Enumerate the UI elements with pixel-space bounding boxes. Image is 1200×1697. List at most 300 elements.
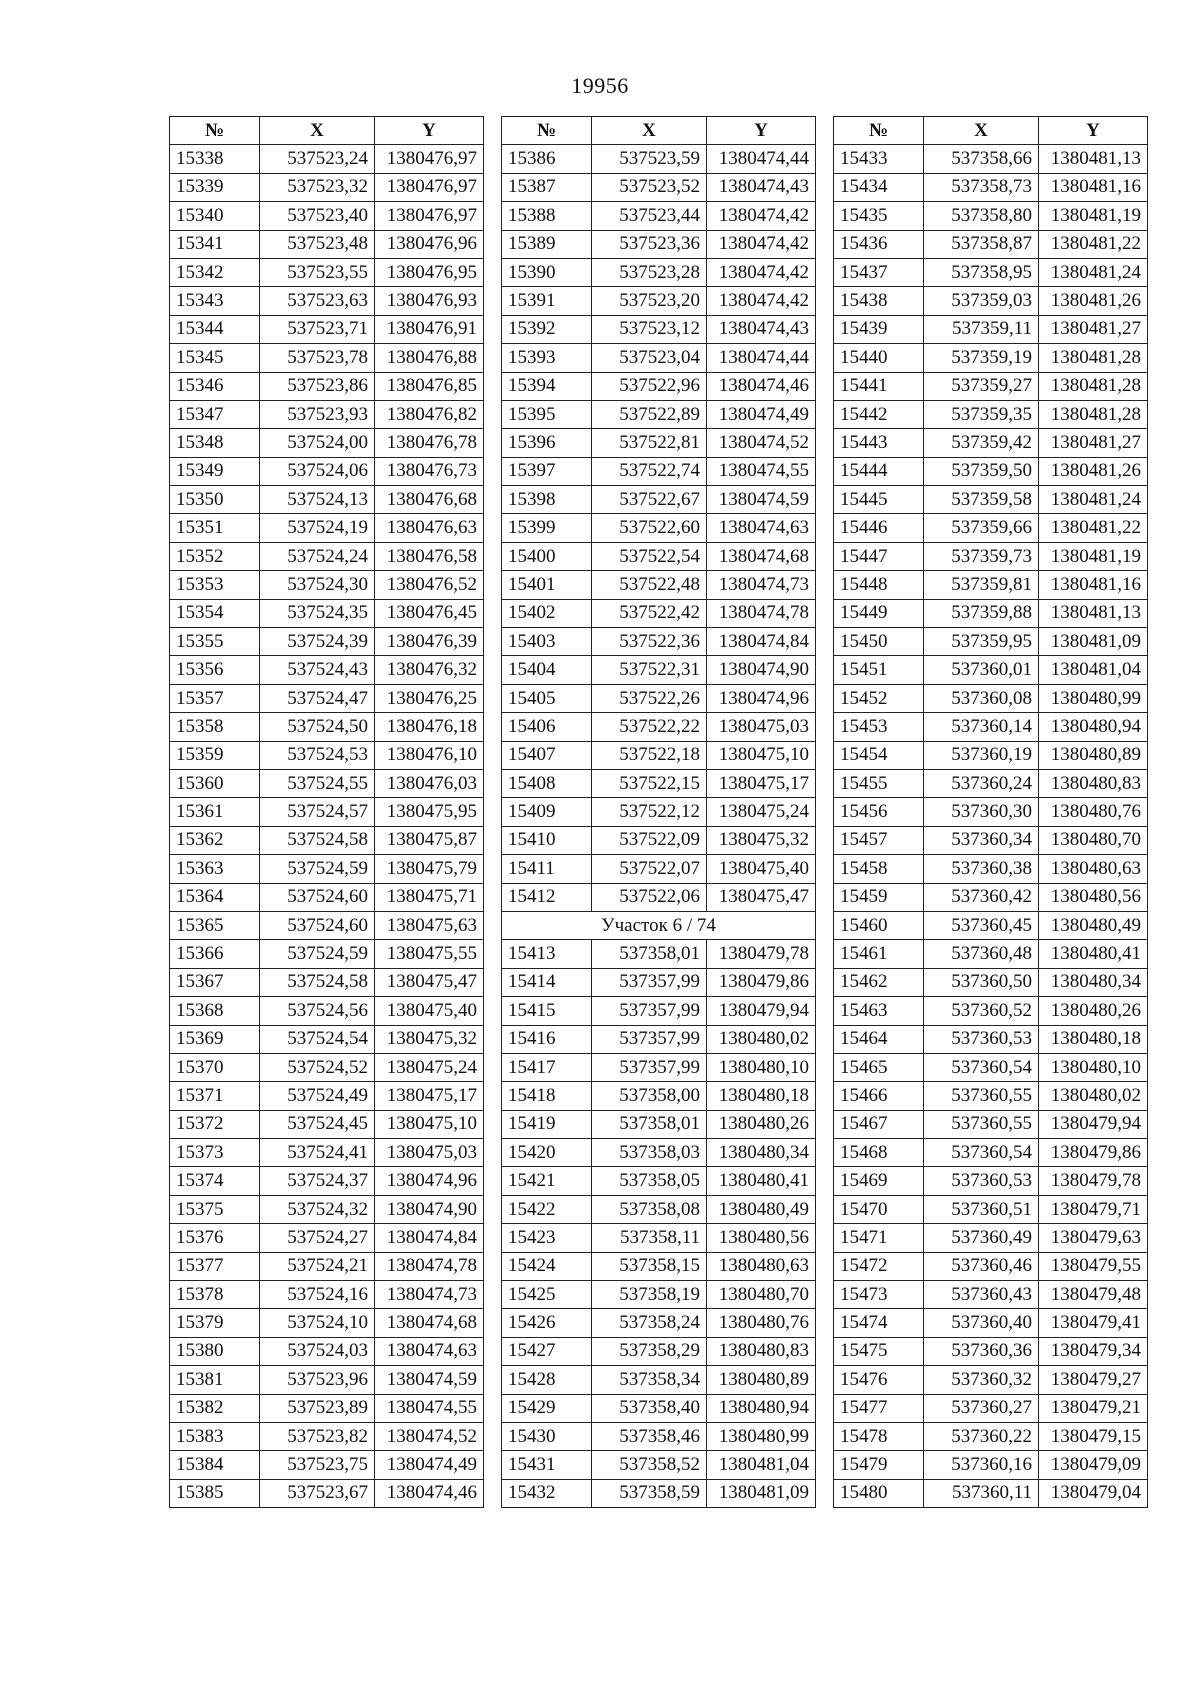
- coordinate-table: [169, 116, 484, 1508]
- coordinate-y: 1380476,10: [375, 741, 484, 769]
- point-number: 15408: [502, 769, 592, 797]
- table-row: [170, 486, 484, 514]
- coordinate-y: 1380476,85: [375, 372, 484, 400]
- table-row: [834, 628, 1148, 656]
- table-row: [834, 911, 1148, 939]
- point-number: 15371: [170, 1082, 260, 1110]
- coordinate-y: 1380475,32: [707, 826, 816, 854]
- coordinate-x: 537358,52: [592, 1451, 707, 1479]
- coordinate-y: 1380474,90: [375, 1195, 484, 1223]
- coordinate-y: 1380475,03: [375, 1139, 484, 1167]
- point-number: 15375: [170, 1195, 260, 1223]
- coordinate-x: 537523,75: [260, 1451, 375, 1479]
- table-row: [834, 457, 1148, 485]
- coordinate-y: 1380480,94: [1039, 713, 1148, 741]
- coordinate-y: 1380481,19: [1039, 202, 1148, 230]
- coordinate-x: 537357,99: [592, 1053, 707, 1081]
- point-number: 15466: [834, 1082, 924, 1110]
- point-number: 15398: [502, 486, 592, 514]
- point-number: 15418: [502, 1082, 592, 1110]
- point-number: 15475: [834, 1337, 924, 1365]
- coordinate-y: 1380475,10: [707, 741, 816, 769]
- coordinate-x: 537359,11: [924, 315, 1039, 343]
- coordinate-x: 537358,66: [924, 145, 1039, 173]
- coordinate-x: 537524,54: [260, 1025, 375, 1053]
- point-number: 15392: [502, 315, 592, 343]
- coordinate-y: 1380479,63: [1039, 1224, 1148, 1252]
- coordinate-y: 1380474,78: [707, 599, 816, 627]
- coordinate-y: 1380476,73: [375, 457, 484, 485]
- table-row: [170, 798, 484, 826]
- coordinate-y: 1380479,48: [1039, 1281, 1148, 1309]
- point-number: 15399: [502, 514, 592, 542]
- point-number: 15416: [502, 1025, 592, 1053]
- point-number: 15340: [170, 202, 260, 230]
- coordinate-y: 1380480,10: [1039, 1053, 1148, 1081]
- coordinate-y: 1380480,34: [707, 1139, 816, 1167]
- table-row: [170, 826, 484, 854]
- coordinate-x: 537524,03: [260, 1337, 375, 1365]
- coordinate-y: 1380474,46: [375, 1479, 484, 1507]
- table-row: [502, 145, 816, 173]
- coordinate-x: 537360,48: [924, 940, 1039, 968]
- header-y: Y: [1039, 117, 1148, 145]
- coordinate-y: 1380475,71: [375, 883, 484, 911]
- table-row: [834, 1309, 1148, 1337]
- coordinate-x: 537522,54: [592, 542, 707, 570]
- coordinate-x: 537358,87: [924, 230, 1039, 258]
- coordinate-x: 537524,52: [260, 1053, 375, 1081]
- table-row: [834, 287, 1148, 315]
- point-number: 15407: [502, 741, 592, 769]
- coordinate-x: 537358,95: [924, 258, 1039, 286]
- coordinate-y: 1380475,17: [375, 1082, 484, 1110]
- table-row: [834, 372, 1148, 400]
- table-row: [834, 997, 1148, 1025]
- table-row: [170, 145, 484, 173]
- coordinate-y: 1380481,28: [1039, 344, 1148, 372]
- coordinate-y: 1380480,63: [1039, 855, 1148, 883]
- point-number: 15342: [170, 258, 260, 286]
- section-row: [502, 911, 816, 939]
- table-row: [170, 1479, 484, 1507]
- coordinate-y: 1380474,84: [707, 628, 816, 656]
- coordinate-x: 537360,19: [924, 741, 1039, 769]
- coordinate-y: 1380476,91: [375, 315, 484, 343]
- point-number: 15380: [170, 1337, 260, 1365]
- table-row: [170, 571, 484, 599]
- point-number: 15452: [834, 684, 924, 712]
- coordinate-x: 537522,31: [592, 656, 707, 684]
- point-number: 15390: [502, 258, 592, 286]
- coordinate-x: 537523,28: [592, 258, 707, 286]
- table-row: [502, 1309, 816, 1337]
- point-number: 15404: [502, 656, 592, 684]
- point-number: 15411: [502, 855, 592, 883]
- coordinate-x: 537358,29: [592, 1337, 707, 1365]
- table-row: [170, 628, 484, 656]
- table-row: [834, 1366, 1148, 1394]
- point-number: 15376: [170, 1224, 260, 1252]
- coordinate-x: 537360,43: [924, 1281, 1039, 1309]
- point-number: 15384: [170, 1451, 260, 1479]
- coordinate-y: 1380480,26: [707, 1110, 816, 1138]
- point-number: 15378: [170, 1281, 260, 1309]
- point-number: 15382: [170, 1394, 260, 1422]
- coordinate-x: 537524,49: [260, 1082, 375, 1110]
- point-number: 15352: [170, 542, 260, 570]
- point-number: 15381: [170, 1366, 260, 1394]
- coordinate-y: 1380475,95: [375, 798, 484, 826]
- coordinate-x: 537359,03: [924, 287, 1039, 315]
- point-number: 15405: [502, 684, 592, 712]
- coordinate-y: 1380481,24: [1039, 486, 1148, 514]
- coordinate-x: 537522,60: [592, 514, 707, 542]
- coordinate-x: 537360,27: [924, 1394, 1039, 1422]
- table-row: [170, 855, 484, 883]
- coordinate-y: 1380476,18: [375, 713, 484, 741]
- coordinate-x: 537522,48: [592, 571, 707, 599]
- coordinate-x: 537524,47: [260, 684, 375, 712]
- point-number: 15366: [170, 940, 260, 968]
- table-row: [502, 173, 816, 201]
- table-row: [502, 713, 816, 741]
- point-number: 15479: [834, 1451, 924, 1479]
- point-number: 15364: [170, 883, 260, 911]
- coordinate-x: 537360,34: [924, 826, 1039, 854]
- coordinate-y: 1380480,41: [707, 1167, 816, 1195]
- coordinate-y: 1380479,04: [1039, 1479, 1148, 1507]
- coordinate-x: 537524,59: [260, 940, 375, 968]
- coordinate-y: 1380479,94: [707, 997, 816, 1025]
- coordinate-y: 1380480,49: [1039, 911, 1148, 939]
- table-row: [502, 628, 816, 656]
- point-number: 15426: [502, 1309, 592, 1337]
- point-number: 15417: [502, 1053, 592, 1081]
- point-number: 15467: [834, 1110, 924, 1138]
- coordinate-x: 537358,03: [592, 1139, 707, 1167]
- table-row: [170, 1337, 484, 1365]
- point-number: 15454: [834, 741, 924, 769]
- point-number: 15344: [170, 315, 260, 343]
- table-row: [834, 1422, 1148, 1450]
- point-number: 15403: [502, 628, 592, 656]
- point-number: 15439: [834, 315, 924, 343]
- table-row: [502, 315, 816, 343]
- header-number: №: [502, 117, 592, 145]
- coordinate-y: 1380479,86: [1039, 1139, 1148, 1167]
- table-row: [502, 1224, 816, 1252]
- table-row: [502, 258, 816, 286]
- coordinate-x: 537522,06: [592, 883, 707, 911]
- coordinate-x: 537359,35: [924, 400, 1039, 428]
- coordinate-x: 537522,89: [592, 400, 707, 428]
- coordinate-y: 1380480,02: [707, 1025, 816, 1053]
- point-number: 15420: [502, 1139, 592, 1167]
- point-number: 15369: [170, 1025, 260, 1053]
- coordinate-x: 537524,39: [260, 628, 375, 656]
- table-row: [170, 514, 484, 542]
- table-row: [834, 940, 1148, 968]
- coordinate-y: 1380480,89: [1039, 741, 1148, 769]
- coordinate-x: 537360,14: [924, 713, 1039, 741]
- coordinate-x: 537524,55: [260, 769, 375, 797]
- point-number: 15402: [502, 599, 592, 627]
- table-row: [834, 1281, 1148, 1309]
- point-number: 15391: [502, 287, 592, 315]
- point-number: 15386: [502, 145, 592, 173]
- point-number: 15397: [502, 457, 592, 485]
- coordinate-y: 1380481,27: [1039, 315, 1148, 343]
- table-row: [170, 457, 484, 485]
- table-row: [834, 202, 1148, 230]
- coordinate-x: 537360,36: [924, 1337, 1039, 1365]
- table-row: [502, 826, 816, 854]
- header-row: [502, 117, 816, 145]
- coordinate-x: 537524,59: [260, 855, 375, 883]
- coordinate-x: 537522,36: [592, 628, 707, 656]
- table-row: [502, 656, 816, 684]
- point-number: 15393: [502, 344, 592, 372]
- header-number: №: [834, 117, 924, 145]
- coordinate-x: 537357,99: [592, 1025, 707, 1053]
- table-row: [502, 400, 816, 428]
- point-number: 15477: [834, 1394, 924, 1422]
- coordinate-y: 1380475,17: [707, 769, 816, 797]
- point-number: 15476: [834, 1366, 924, 1394]
- table-row: [502, 1422, 816, 1450]
- coordinate-x: 537358,40: [592, 1394, 707, 1422]
- coordinate-x: 537522,81: [592, 429, 707, 457]
- point-number: 15459: [834, 883, 924, 911]
- table-row: [834, 1025, 1148, 1053]
- table-row: [502, 287, 816, 315]
- coordinate-y: 1380474,42: [707, 287, 816, 315]
- coordinate-y: 1380480,18: [707, 1082, 816, 1110]
- table-row: [502, 429, 816, 457]
- coordinate-y: 1380474,42: [707, 230, 816, 258]
- table-row: [834, 1224, 1148, 1252]
- coordinate-y: 1380480,83: [1039, 769, 1148, 797]
- table-row: [834, 1394, 1148, 1422]
- point-number: 15422: [502, 1195, 592, 1223]
- point-number: 15359: [170, 741, 260, 769]
- header-x: X: [924, 117, 1039, 145]
- point-number: 15455: [834, 769, 924, 797]
- point-number: 15346: [170, 372, 260, 400]
- coordinate-y: 1380480,70: [1039, 826, 1148, 854]
- point-number: 15432: [502, 1479, 592, 1507]
- table-row: [502, 1252, 816, 1280]
- table-row: [834, 769, 1148, 797]
- table-row: [834, 429, 1148, 457]
- coordinate-y: 1380474,49: [707, 400, 816, 428]
- table-row: [834, 1053, 1148, 1081]
- coordinate-x: 537360,50: [924, 968, 1039, 996]
- table-row: [834, 258, 1148, 286]
- table-row: [170, 1252, 484, 1280]
- table-row: [834, 968, 1148, 996]
- table-row: [170, 769, 484, 797]
- coordinate-y: 1380475,03: [707, 713, 816, 741]
- point-number: 15446: [834, 514, 924, 542]
- coordinate-x: 537523,44: [592, 202, 707, 230]
- coordinate-x: 537358,80: [924, 202, 1039, 230]
- coordinate-y: 1380481,22: [1039, 514, 1148, 542]
- point-number: 15365: [170, 911, 260, 939]
- coordinate-y: 1380481,24: [1039, 258, 1148, 286]
- coordinate-y: 1380481,26: [1039, 457, 1148, 485]
- table-row: [502, 230, 816, 258]
- point-number: 15456: [834, 798, 924, 826]
- table-row: [834, 400, 1148, 428]
- point-number: 15474: [834, 1309, 924, 1337]
- coordinate-x: 537358,00: [592, 1082, 707, 1110]
- coordinate-y: 1380479,55: [1039, 1252, 1148, 1280]
- table-row: [170, 1394, 484, 1422]
- coordinate-x: 537522,26: [592, 684, 707, 712]
- coordinate-x: 537524,58: [260, 968, 375, 996]
- point-number: 15345: [170, 344, 260, 372]
- point-number: 15444: [834, 457, 924, 485]
- coordinate-y: 1380480,99: [707, 1422, 816, 1450]
- point-number: 15438: [834, 287, 924, 315]
- coordinate-y: 1380481,28: [1039, 400, 1148, 428]
- point-number: 15435: [834, 202, 924, 230]
- table-row: [170, 173, 484, 201]
- table-row: [834, 855, 1148, 883]
- point-number: 15473: [834, 1281, 924, 1309]
- coordinate-x: 537524,60: [260, 883, 375, 911]
- coordinate-x: 537523,12: [592, 315, 707, 343]
- coordinate-y: 1380479,15: [1039, 1422, 1148, 1450]
- table-row: [502, 1337, 816, 1365]
- table-row: [502, 883, 816, 911]
- coordinate-y: 1380481,09: [707, 1479, 816, 1507]
- table-row: [502, 542, 816, 570]
- table-row: [502, 741, 816, 769]
- coordinate-y: 1380481,19: [1039, 542, 1148, 570]
- point-number: 15343: [170, 287, 260, 315]
- point-number: 15453: [834, 713, 924, 741]
- point-number: 15449: [834, 599, 924, 627]
- point-number: 15414: [502, 968, 592, 996]
- point-number: 15458: [834, 855, 924, 883]
- coordinate-x: 537523,32: [260, 173, 375, 201]
- coordinate-y: 1380474,90: [707, 656, 816, 684]
- coordinate-y: 1380476,63: [375, 514, 484, 542]
- coordinate-y: 1380475,32: [375, 1025, 484, 1053]
- table-row: [170, 1224, 484, 1252]
- coordinate-x: 537524,21: [260, 1252, 375, 1280]
- table-row: [170, 1366, 484, 1394]
- coordinate-x: 537524,10: [260, 1309, 375, 1337]
- table-row: [170, 1025, 484, 1053]
- coordinate-x: 537358,59: [592, 1479, 707, 1507]
- coordinate-x: 537524,57: [260, 798, 375, 826]
- table-row: [170, 997, 484, 1025]
- point-number: 15468: [834, 1139, 924, 1167]
- coordinate-y: 1380474,59: [375, 1366, 484, 1394]
- point-number: 15361: [170, 798, 260, 826]
- table-row: [834, 1082, 1148, 1110]
- coordinate-x: 537358,11: [592, 1224, 707, 1252]
- table-row: [502, 855, 816, 883]
- point-number: 15421: [502, 1167, 592, 1195]
- coordinate-y: 1380474,63: [375, 1337, 484, 1365]
- table-row: [502, 1053, 816, 1081]
- table-row: [170, 1053, 484, 1081]
- point-number: 15427: [502, 1337, 592, 1365]
- coordinate-x: 537522,09: [592, 826, 707, 854]
- point-number: 15347: [170, 400, 260, 428]
- table-row: [502, 599, 816, 627]
- table-row: [834, 1252, 1148, 1280]
- coordinate-x: 537358,73: [924, 173, 1039, 201]
- coordinate-y: 1380476,25: [375, 684, 484, 712]
- coordinate-x: 537359,58: [924, 486, 1039, 514]
- coordinate-x: 537358,24: [592, 1309, 707, 1337]
- point-number: 15358: [170, 713, 260, 741]
- coordinate-y: 1380474,46: [707, 372, 816, 400]
- point-number: 15377: [170, 1252, 260, 1280]
- point-number: 15394: [502, 372, 592, 400]
- coordinate-x: 537360,55: [924, 1110, 1039, 1138]
- coordinate-x: 537523,55: [260, 258, 375, 286]
- coordinate-x: 537523,67: [260, 1479, 375, 1507]
- point-number: 15451: [834, 656, 924, 684]
- point-number: 15472: [834, 1252, 924, 1280]
- table-row: [502, 457, 816, 485]
- coordinate-y: 1380476,78: [375, 429, 484, 457]
- point-number: 15367: [170, 968, 260, 996]
- coordinate-table: [833, 116, 1148, 1508]
- point-number: 15465: [834, 1053, 924, 1081]
- table-row: [502, 997, 816, 1025]
- coordinate-y: 1380474,52: [707, 429, 816, 457]
- table-row: [170, 684, 484, 712]
- point-number: 15464: [834, 1025, 924, 1053]
- coordinate-y: 1380480,18: [1039, 1025, 1148, 1053]
- coordinate-y: 1380480,56: [1039, 883, 1148, 911]
- table-row: [502, 1082, 816, 1110]
- coordinate-x: 537523,20: [592, 287, 707, 315]
- point-number: 15396: [502, 429, 592, 457]
- coordinate-y: 1380480,02: [1039, 1082, 1148, 1110]
- point-number: 15401: [502, 571, 592, 599]
- coordinate-y: 1380474,63: [707, 514, 816, 542]
- coordinate-x: 537522,22: [592, 713, 707, 741]
- coordinate-x: 537522,12: [592, 798, 707, 826]
- coordinate-x: 537358,19: [592, 1281, 707, 1309]
- point-number: 15379: [170, 1309, 260, 1337]
- coordinate-y: 1380480,94: [707, 1394, 816, 1422]
- coordinate-x: 537524,37: [260, 1167, 375, 1195]
- coordinate-x: 537522,96: [592, 372, 707, 400]
- table-row: [170, 911, 484, 939]
- point-number: 15373: [170, 1139, 260, 1167]
- coordinate-y: 1380476,97: [375, 202, 484, 230]
- coordinate-y: 1380474,44: [707, 344, 816, 372]
- coordinate-y: 1380474,59: [707, 486, 816, 514]
- coordinate-y: 1380480,70: [707, 1281, 816, 1309]
- point-number: 15372: [170, 1110, 260, 1138]
- point-number: 15448: [834, 571, 924, 599]
- point-number: 15469: [834, 1167, 924, 1195]
- coordinate-x: 537524,56: [260, 997, 375, 1025]
- coordinate-y: 1380476,95: [375, 258, 484, 286]
- coordinate-x: 537358,05: [592, 1167, 707, 1195]
